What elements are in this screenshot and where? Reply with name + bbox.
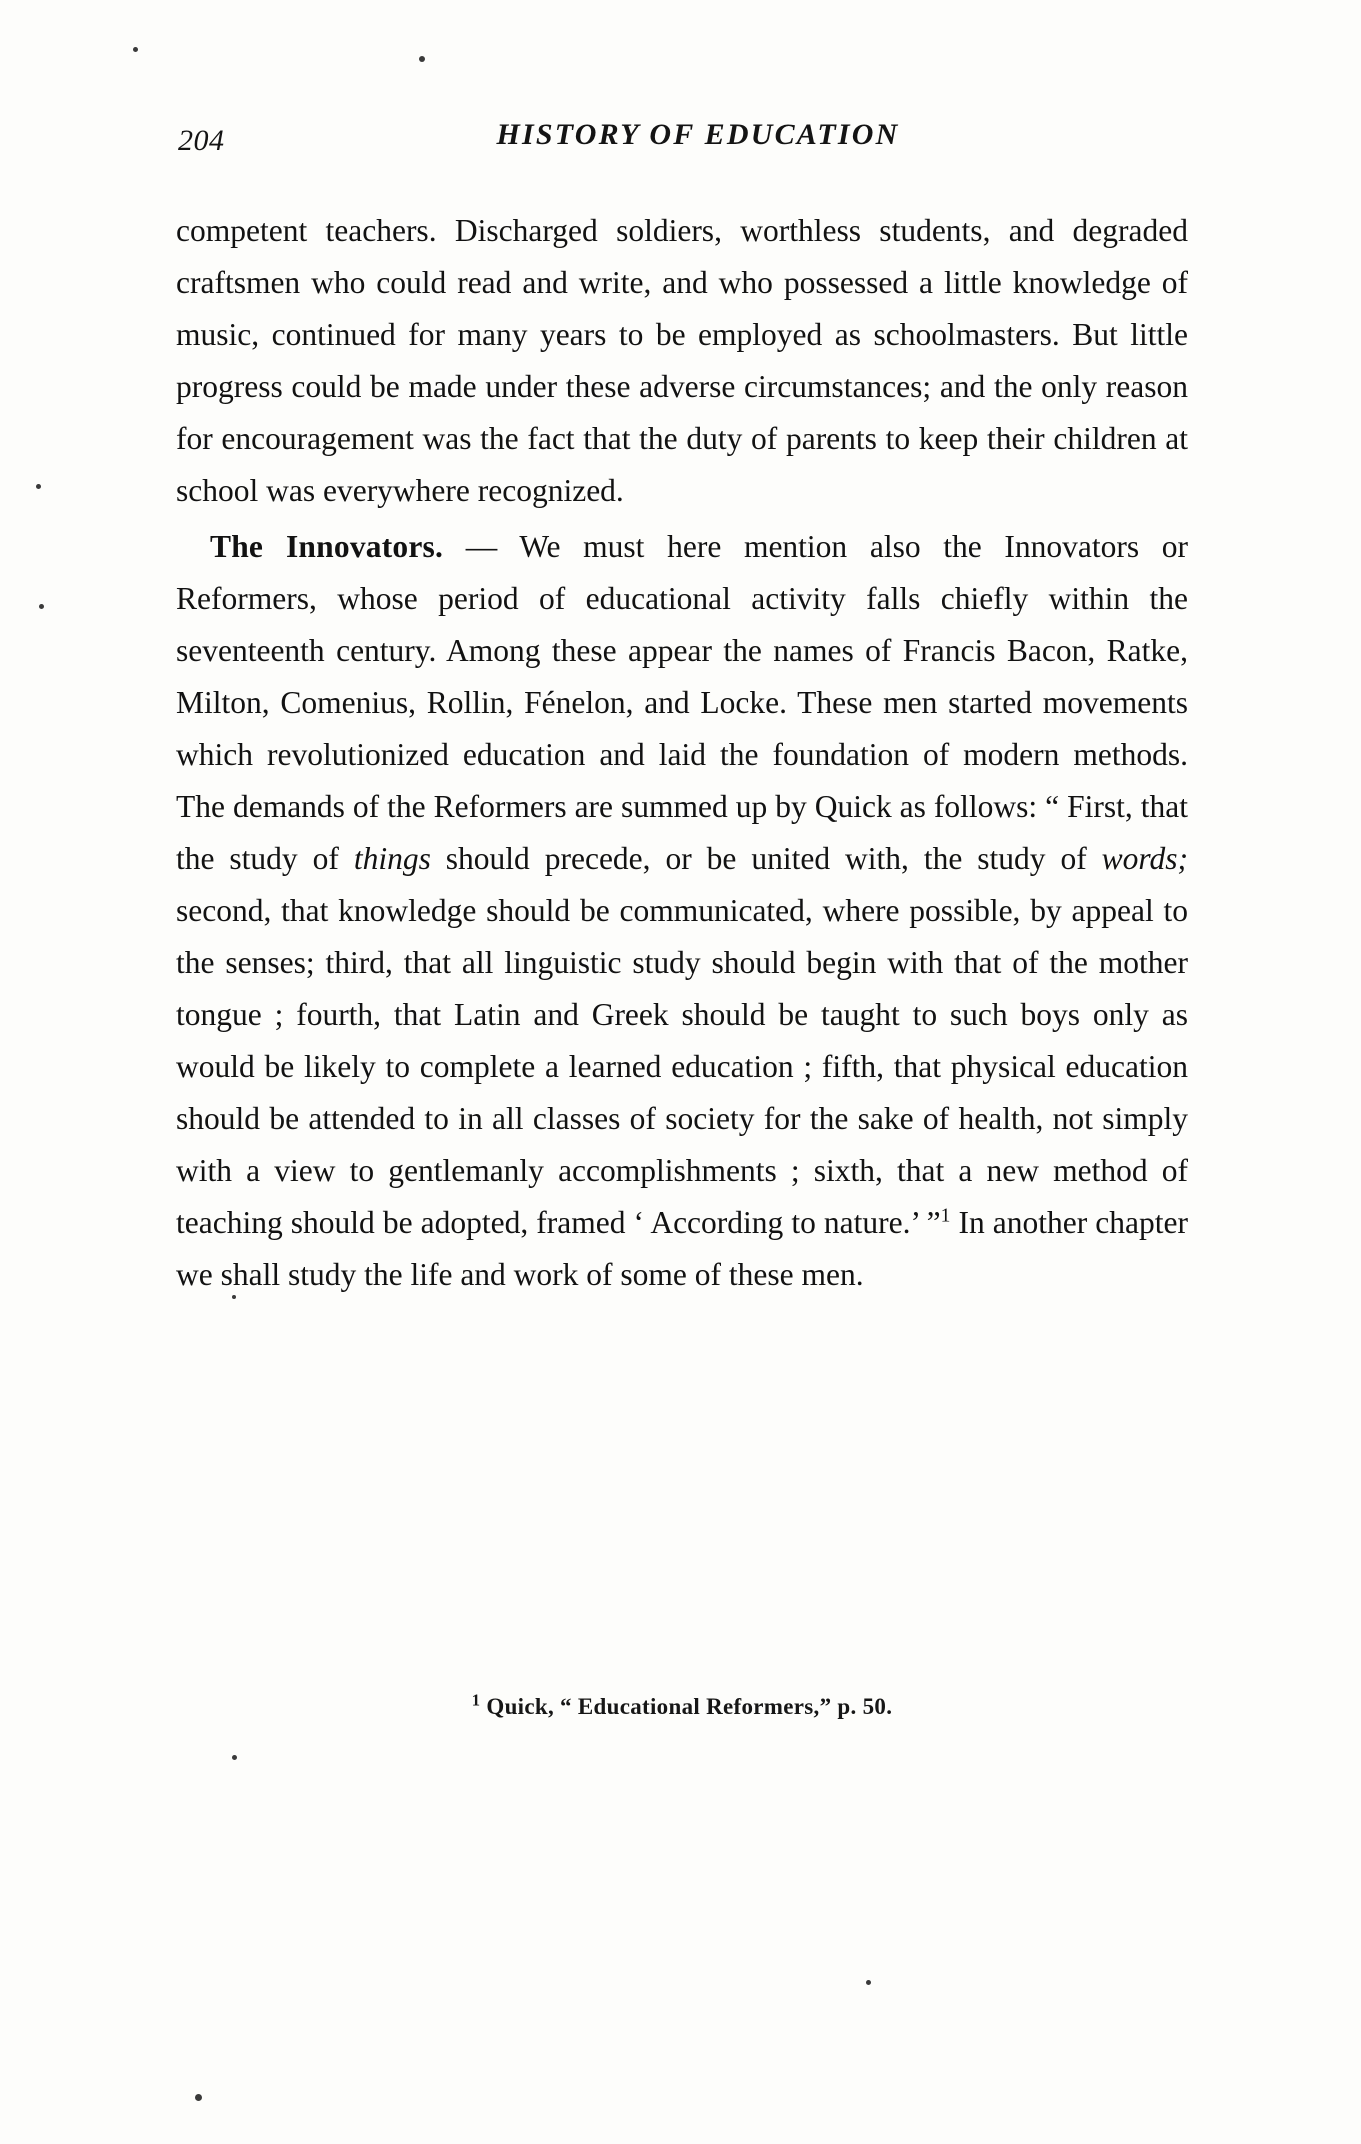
page-number: 204 [178, 124, 225, 157]
page-speck [419, 56, 425, 62]
running-title: HISTORY OF EDUCATION [496, 118, 900, 151]
footnote [176, 1690, 1188, 1720]
page-speck [232, 1755, 237, 1760]
innovators-text-part-2: should precede, or be united with, the study of [430, 841, 1102, 876]
innovators-text-part-1: We must here mention also the Innovators or Reformers, whose period of educational activity falls chiefly within the seventeenth century. Among these appear the names of Francis Bacon, Ratke, Milton, Comenius, Rollin, Fénelon, and Locke. These men started movements which revolutionized education and laid the foundation of modern methods. The demands of the Reformers are summed up by Quick as follows: “ First, that the study of [176, 529, 1188, 876]
page-speck [36, 484, 41, 489]
italic-words: words; [1101, 841, 1189, 876]
run-in-heading: The Innovators. [210, 529, 444, 564]
page-speck [866, 1980, 871, 1985]
paragraph-innovators [176, 521, 1188, 1301]
page-speck [195, 2094, 202, 2101]
paragraph-continued: competent teachers. Discharged soldiers, worthless students, and degraded craftsmen who could read and write, and who possessed a little knowledge of music, continued for many years to be employed as schoolmasters. But little progress could be made under these adverse circumstances; and the only reason for encouragement was the fact that the duty of parents to keep their children at school was everywhere recognized. [176, 213, 1188, 508]
innovators-text-part-4: In another chapter we shall study the life and work of some of these men. [176, 1205, 1188, 1292]
page-header [178, 118, 1188, 162]
footnote-marker: 1 [471, 1690, 481, 1710]
body-text [176, 205, 1188, 1301]
footnote-reference[interactable]: 1 [940, 1205, 951, 1227]
italic-things: things [353, 841, 431, 876]
footnote-text: Quick, “ Educational Reformers,” p. 50. [486, 1694, 893, 1719]
page-speck [39, 604, 44, 609]
em-dash: — [443, 529, 520, 564]
page-speck [133, 47, 138, 52]
innovators-text-part-3: second, that knowledge should be communicated, where possible, by appeal to the senses; third, that all linguistic study should begin with that of the mother tongue ; fourth, that Latin and Greek should be taught to such boys only as would be likely to complete a learned education ; fifth, that physical education should be attended to in all classes of society for the sake of health, not simply with a view to gentlemanly accomplishments ; sixth, that a new method of teaching should be adopted, framed ‘ According to nature.’ ” [176, 893, 1188, 1240]
